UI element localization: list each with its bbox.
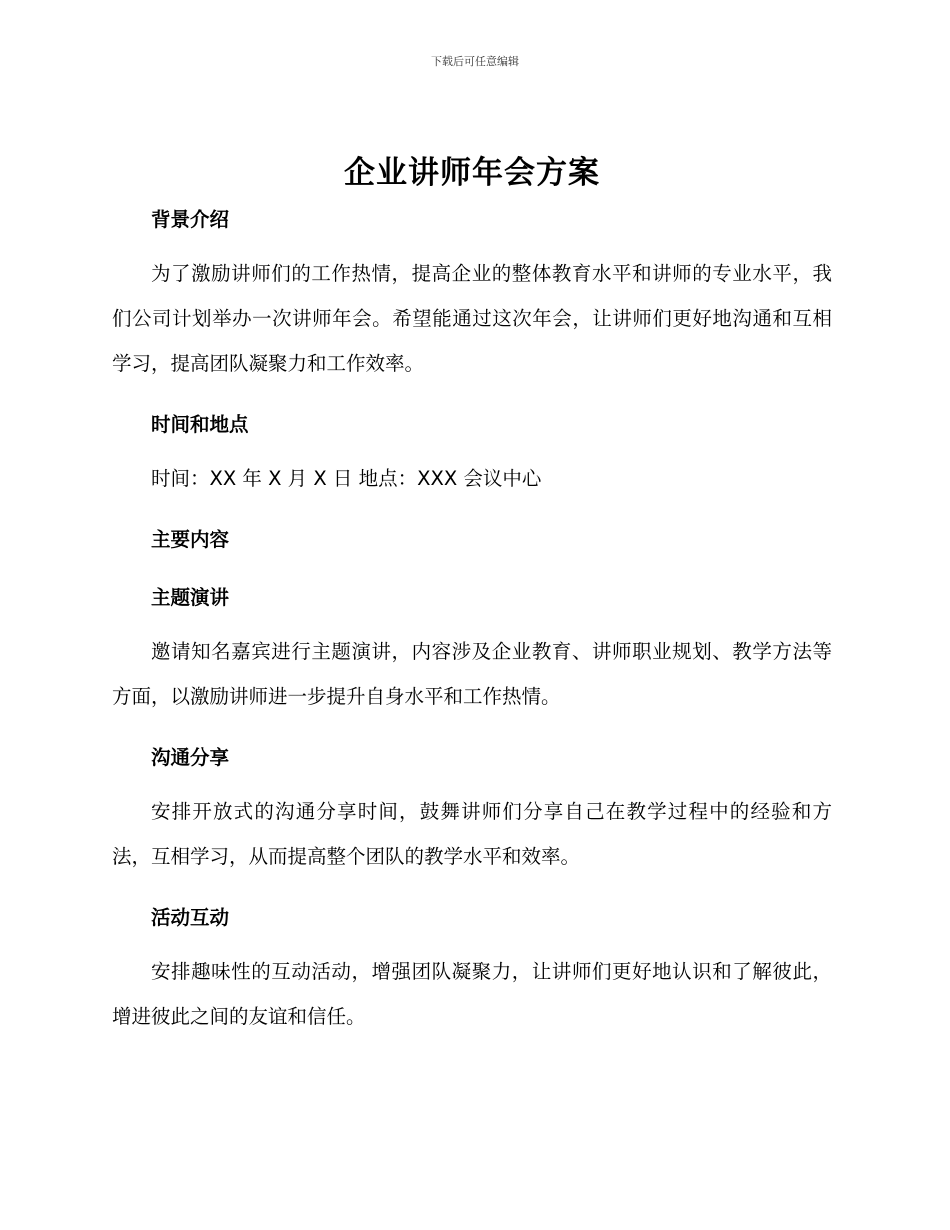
section-heading-interaction: 活动互动 (151, 906, 230, 929)
section-heading-keynote: 主题演讲 (151, 586, 230, 609)
section-heading-time-place: 时间和地点 (151, 413, 249, 436)
page-header-note: 下载后可任意编辑 (431, 55, 519, 68)
document-title: 企业讲师年会方案 (344, 155, 600, 191)
section-heading-background: 背景介绍 (151, 208, 230, 231)
section-body-interaction: 安排趣味性的互动活动，增强团队凝聚力，让讲师们更好地认识和了解彼此，增进彼此之间的友谊和信任。 (112, 960, 832, 1028)
section-body-time-place: 时间：XX 年 X 月 X 日 地点：XXX 会议中心 (151, 467, 542, 490)
section-body-sharing: 安排开放式的沟通分享时间，鼓舞讲师们分享自己在教学过程中的经验和方法，互相学习，从而提高整个团队的教学水平和效率。 (112, 800, 832, 868)
section-body-keynote: 邀请知名嘉宾进行主题演讲，内容涉及企业教育、讲师职业规划、教学方法等方面，以激励讲师进一步提升自身水平和工作热情。 (112, 640, 832, 708)
section-body-background: 为了激励讲师们的工作热情，提高企业的整体教育水平和讲师的专业水平，我们公司计划举办一次讲师年会。希望能通过这次年会，让讲师们更好地沟通和互相学习，提高团队凝聚力和工作效率。 (112, 262, 832, 375)
section-heading-sharing: 沟通分享 (151, 746, 230, 769)
section-heading-main-content: 主要内容 (151, 528, 230, 551)
document-body (112, 148, 832, 1051)
